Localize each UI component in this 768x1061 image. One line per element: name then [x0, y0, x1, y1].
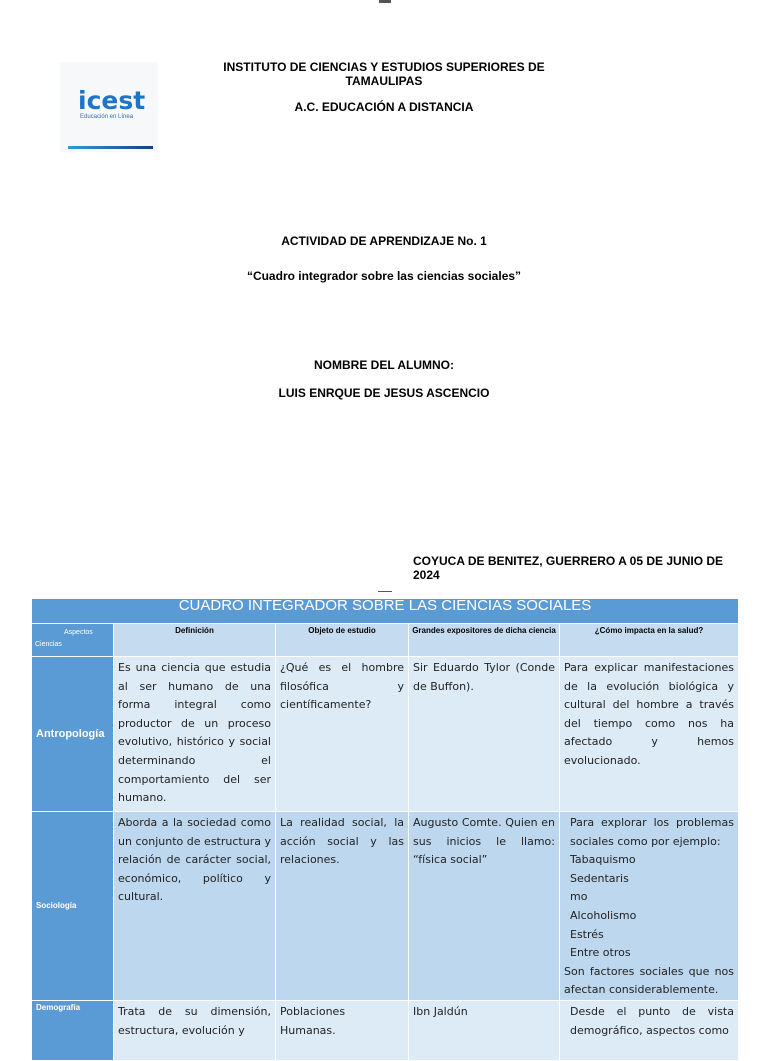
divider-mark — [378, 591, 392, 592]
impact-intro: Para explorar los problemas sociales como por ejemplo: — [570, 816, 734, 848]
definition-text: Aborda a la sociedad como un conjunto de estructura y relación de carácter social, económico, político y cultural. — [118, 816, 271, 904]
exponents-text: Sir Eduardo Tylor (Conde de Buffon). — [413, 661, 555, 693]
logo-bar — [68, 146, 153, 149]
object-text: ¿Qué es el hombre filosófica y científicamente? — [280, 661, 404, 712]
row-science-demografia: Demografía — [32, 1000, 114, 1060]
impact-item: Entre otros — [570, 946, 631, 960]
cell-impact — [560, 657, 739, 812]
institute-line-2: TAMAULIPAS — [345, 74, 423, 88]
impact-text: Para explicar manifestaciones de la evolución biológica y cultural del hombre a través del tiempo como nos ha afectado y hemos evolucionado. — [564, 661, 734, 767]
definition-text: Es una ciencia que estudia al ser humano de una forma integral como productor de un proceso evolutivo, histórico y social determinando el comportamiento del ser humano. — [118, 661, 271, 805]
impact-item: Alcoholismo — [570, 908, 637, 922]
student-name: LUIS ENRQUE DE JESUS ASCENCIO — [278, 386, 490, 400]
cell-definition — [114, 657, 276, 812]
cell-definition — [114, 812, 276, 1001]
table-row — [32, 812, 739, 1001]
cell-object — [276, 1000, 409, 1060]
table-title-row — [32, 599, 739, 624]
integrative-table — [31, 598, 739, 1061]
header-impacto: ¿Cómo impacta en la salud? — [560, 624, 739, 657]
cell-object — [276, 812, 409, 1001]
activity-title: ACTIVIDAD DE APRENDIZAJE No. 1 — [281, 234, 487, 248]
corner-ciencias: Ciencias — [35, 641, 62, 648]
impact-text: Desde el punto de vista demográfico, aspectos como — [570, 1004, 734, 1037]
cell-definition — [114, 1000, 276, 1060]
logo-wordmark: icest — [78, 86, 146, 115]
exponents-text: Ibn Jaldún — [413, 1004, 468, 1018]
cell-impact — [560, 1000, 739, 1060]
corner-aspectos: Aspectos — [64, 629, 93, 636]
student-label: NOMBRE DEL ALUMNO: — [314, 358, 454, 372]
row-science-sociologia: Sociología — [32, 812, 114, 1001]
impact-text — [560, 812, 738, 1000]
top-marker — [379, 0, 391, 3]
activity-subtitle: “Cuadro integrador sobre las ciencias sociales” — [246, 269, 522, 283]
table-title: CUADRO INTEGRADOR SOBRE LAS CIENCIAS SOCIALES — [32, 599, 739, 624]
definition-text: Trata de su dimensión, estructura, evolución y — [118, 1004, 271, 1037]
institute-line-1: INSTITUTO DE CIENCIAS Y ESTUDIOS SUPERIORES DE — [223, 60, 545, 74]
impact-item: Tabaquismo — [570, 853, 636, 867]
institute-name — [200, 60, 568, 88]
impact-item: Sedentaris — [570, 871, 629, 885]
exponents-text: Augusto Comte. Quien en sus inicios le llamo: “física social” — [413, 816, 555, 867]
impact-item: Estrés — [570, 927, 604, 941]
header-definicion: Definición — [114, 624, 276, 657]
corner-header — [32, 624, 114, 657]
row-science-antropologia: Antropología — [32, 657, 114, 812]
header-expositores: Grandes expositores de dicha ciencia — [409, 624, 560, 657]
cell-object — [276, 657, 409, 812]
impact-outro: Son factores sociales que nos afectan considerablemente. — [564, 964, 734, 997]
logo-tagline: Educación en Línea — [80, 114, 134, 120]
header-objeto: Objeto de estudio — [276, 624, 409, 657]
table-row — [32, 657, 739, 812]
cell-impact — [560, 812, 739, 1001]
cell-exponents — [409, 812, 560, 1001]
cell-exponents — [409, 657, 560, 812]
object-text: La realidad social, la acción social y las relaciones. — [280, 816, 404, 867]
cell-exponents — [409, 1000, 560, 1060]
object-text: Poblaciones Humanas. — [280, 1004, 346, 1037]
impact-item: mo — [570, 890, 588, 904]
table-row — [32, 1000, 739, 1060]
institute-line-3: A.C. EDUCACIÓN A DISTANCIA — [294, 100, 474, 114]
place-date: COYUCA DE BENITEZ, GUERRERO A 05 DE JUNIO DE 2024 — [413, 554, 724, 582]
table-header-row — [32, 624, 739, 657]
